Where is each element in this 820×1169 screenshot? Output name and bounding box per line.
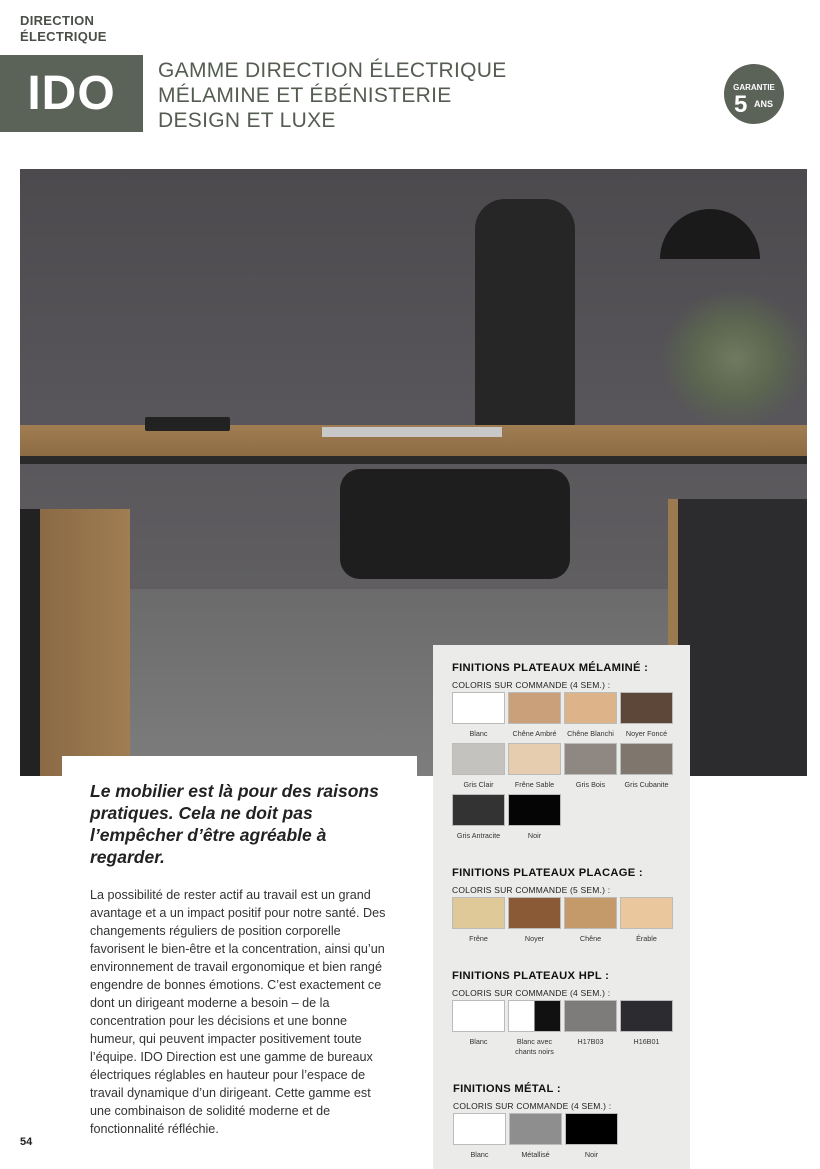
swatch-label: H16B01 (633, 1037, 660, 1046)
swatch-label: Blanc (469, 729, 488, 738)
color-swatch[interactable] (564, 1000, 620, 1057)
color-swatch[interactable] (564, 897, 620, 944)
warranty-number: 5 (734, 91, 748, 118)
warranty-unit: ANS (754, 99, 774, 109)
swatch-color (620, 743, 673, 775)
swatch-label: Gris Cubanite (624, 780, 669, 789)
brand-box (0, 55, 143, 132)
finish-subtitle: COLORIS SUR COMMANDE (5 SEM.) : (452, 885, 611, 895)
quote-heading: Le mobilier est là pour des raisons pratiques. Cela ne doit pas l’empêcher d’être agréable à regarder. (90, 781, 379, 867)
swatch-label: Frêne (469, 934, 488, 943)
finish-subtitle: COLORIS SUR COMMANDE (4 SEM.) : (452, 988, 611, 998)
finish-section (452, 867, 690, 948)
laptop (322, 427, 502, 437)
color-swatch[interactable] (564, 692, 620, 739)
swatch-color (508, 897, 561, 929)
swatch-label: Blanc (469, 1037, 488, 1046)
swatch-grid (452, 1000, 692, 1061)
finish-subtitle: COLORIS SUR COMMANDE (4 SEM.) : (453, 1101, 612, 1111)
finish-title: FINITIONS PLATEAUX HPL : (452, 970, 610, 982)
desk-leg-panel (20, 509, 130, 776)
swatch-color (452, 743, 505, 775)
finish-section (452, 970, 690, 1061)
page-number: 54 (20, 1136, 33, 1148)
color-swatch[interactable] (509, 1113, 565, 1160)
page-title (158, 58, 507, 133)
swatch-color (620, 692, 673, 724)
description-card (62, 756, 417, 1169)
finishes-panel (433, 645, 690, 1169)
color-swatch[interactable] (565, 1113, 621, 1160)
chair-seat (340, 469, 570, 579)
finish-section (452, 662, 690, 845)
swatch-label: Noir (584, 1150, 599, 1159)
swatch-label: Érable (636, 934, 657, 943)
title-line: MÉLAMINE ET ÉBÉNISTERIE (158, 84, 452, 107)
warranty-badge (724, 64, 784, 124)
color-swatch[interactable] (620, 692, 676, 739)
finish-title: FINITIONS PLATEAUX MÉLAMINÉ : (452, 662, 649, 674)
finish-title: FINITIONS PLATEAUX PLACAGE : (452, 867, 643, 879)
desk-lamp (660, 209, 760, 259)
swatch-color (620, 1000, 673, 1032)
color-swatch[interactable] (452, 897, 508, 944)
category-label: DIRECTION ÉLECTRIQUE (20, 13, 107, 44)
swatch-color (620, 897, 673, 929)
desk-edge (20, 456, 807, 464)
swatch-color (508, 794, 561, 826)
swatch-label: H17B03 (577, 1037, 604, 1046)
plant (660, 289, 807, 429)
color-swatch[interactable] (620, 743, 676, 790)
swatch-color (564, 897, 617, 929)
swatch-label: Gris Bois (575, 780, 606, 789)
color-swatch[interactable] (508, 743, 564, 790)
brand-name: IDO (27, 67, 116, 120)
color-swatch[interactable] (620, 1000, 676, 1057)
swatch-label: Gris Antracite (456, 831, 501, 840)
swatch-color (453, 1113, 506, 1145)
swatch-color (508, 692, 561, 724)
swatch-color (452, 692, 505, 724)
swatch-color (565, 1113, 618, 1145)
swatch-color (564, 692, 617, 724)
finish-title: FINITIONS MÉTAL : (453, 1083, 561, 1095)
swatch-grid (453, 1113, 693, 1164)
swatch-color (564, 1000, 617, 1032)
color-swatch[interactable] (452, 743, 508, 790)
color-swatch[interactable] (508, 794, 564, 841)
swatch-grid (452, 897, 692, 948)
color-swatch[interactable] (508, 692, 564, 739)
color-swatch[interactable] (453, 1113, 509, 1160)
swatch-color (509, 1113, 562, 1145)
swatch-label: Métallisé (521, 1150, 550, 1159)
swatch-grid (452, 692, 692, 845)
swatch-color (508, 743, 561, 775)
swatch-label: Chêne Ambré (512, 729, 557, 738)
swatch-label: Chêne Blanchi (567, 729, 614, 738)
swatch-color (452, 897, 505, 929)
swatch-label: Frêne Sable (514, 780, 555, 789)
swatch-color (452, 1000, 505, 1032)
office-chair (475, 199, 575, 429)
swatch-label: Gris Clair (463, 780, 494, 789)
color-swatch[interactable] (620, 897, 676, 944)
swatch-color (564, 743, 617, 775)
swatch-label: Blanc (470, 1150, 489, 1159)
warranty-label: GARANTIE (733, 83, 775, 92)
swatch-label: Blanc avec chants noirs (515, 1037, 554, 1056)
color-swatch[interactable] (508, 897, 564, 944)
swatch-color (508, 1000, 561, 1032)
finish-subtitle: COLORIS SUR COMMANDE (4 SEM.) : (452, 680, 611, 690)
swatch-label: Noir (527, 831, 542, 840)
color-swatch[interactable] (508, 1000, 564, 1057)
swatch-color (452, 794, 505, 826)
swatch-label: Noyer Foncé (625, 729, 668, 738)
color-swatch[interactable] (564, 743, 620, 790)
finish-section (453, 1083, 690, 1164)
title-line: DESIGN ET LUXE (158, 109, 336, 132)
color-swatch[interactable] (452, 794, 508, 841)
notebook (145, 417, 230, 431)
description-text: La possibilité de rester actif au travail est un grand avantage et a un impact positif pour notre santé. Des changements réguliers de position corporelle favorisent le bien-être et la concentration, ainsi qu’un environnement de travail ergonomique et bien rangé engendre de bonnes émotions. C’est exactement ce dont un dirigeant moderne a besoin – de la concentration pour les décisions et une bonne humeur, qui peuvent impacter positivement toute l’équipe. IDO Direction est une gamme de bureaux électriques réglables en hauteur pour l’espace de travail dynamique d’un dirigeant. Cette gamme est une combinaison de solidité moderne et de fonctionnalité réfléchie. (90, 888, 386, 1136)
title-line: GAMME DIRECTION ÉLECTRIQUE (158, 59, 507, 82)
color-swatch[interactable] (452, 1000, 508, 1057)
swatch-label: Chêne (579, 934, 602, 943)
color-swatch[interactable] (452, 692, 508, 739)
swatch-label: Noyer (524, 934, 545, 943)
